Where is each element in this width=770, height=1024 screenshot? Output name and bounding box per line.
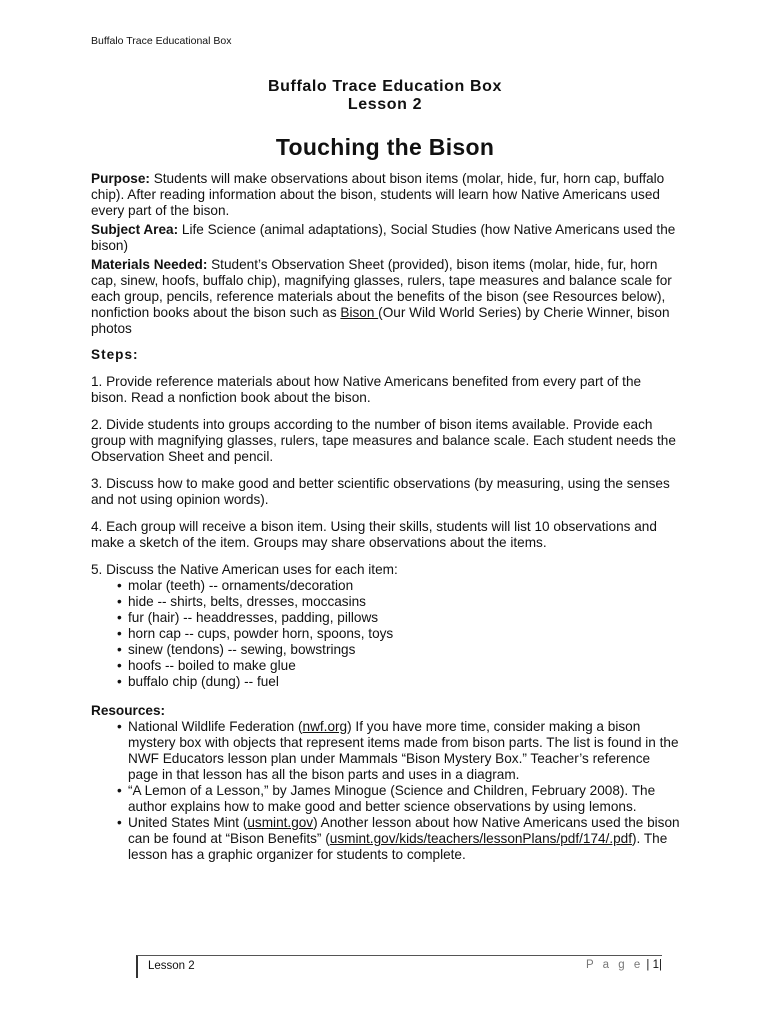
nwf-link[interactable]: nwf.org xyxy=(302,719,348,734)
usmint-pdf-link[interactable]: usmint.gov/kids/teachers/lessonPlans/pdf/174/.pdf xyxy=(329,831,633,846)
list-item: • hoofs -- boiled to make glue xyxy=(117,658,681,674)
list-item: • horn cap -- cups, powder horn, spoons, toys xyxy=(117,626,681,642)
subject-label: Subject Area: xyxy=(91,222,179,237)
step-3: 3. Discuss how to make good and better scientific observations (by measuring, using the senses and not using opinion words). xyxy=(91,476,670,507)
resource-item xyxy=(117,815,681,863)
resource-text: United States Mint ( xyxy=(128,815,248,830)
materials-text: Student’s Observation Sheet (provided), bison items (molar, hide, fur, horn cap, sinew, hoofs, buffalo chip), magnifying glasses, rulers, tape measures and balance scale for each group, pencils, reference materials about the benefits of the bison (see Resources below), nonfiction books about the bison such as xyxy=(91,257,672,320)
materials-text-end: (Our Wild World Series) by Cherie Winner, bison photos xyxy=(91,305,670,336)
subject-paragraph xyxy=(91,222,681,254)
purpose-text: Students will make observations about bison items (molar, hide, fur, horn cap, buffalo chip). After reading information about the bison, students will learn how Native Americans used every part of the bison. xyxy=(91,171,665,218)
resource-text: ). The lesson has a graphic organizer for students to complete. xyxy=(128,831,668,862)
purpose-paragraph xyxy=(91,171,681,219)
subject-text: Life Science (animal adaptations), Social Studies (how Native Americans used the bison) xyxy=(91,222,676,253)
page-number-value: | 1| xyxy=(643,959,662,971)
list-item: • fur (hair) -- headdresses, padding, pillows xyxy=(117,610,681,626)
resource-text: ) If you have more time, consider making a bison mystery box with objects that represent items made from bison parts. The list is found in the NWF Educators lesson plan under Mammals “Bison Mystery Box.” Teacher’s reference page in that lesson has all the bison parts and uses in a diagram. xyxy=(128,719,679,782)
resource-text: National Wildlife Federation ( xyxy=(128,719,303,734)
lesson-number: Lesson 2 xyxy=(347,96,423,113)
resources-list xyxy=(91,719,681,863)
materials-paragraph xyxy=(91,257,681,337)
resource-item: • “A Lemon of a Lesson,” by James Minogue (Science and Children, February 2008). The author explains how to make good and better science observations by using lemons. xyxy=(117,783,681,815)
title-block xyxy=(0,78,770,161)
book-link[interactable]: Bison xyxy=(340,305,379,320)
steps-heading: Steps: xyxy=(91,347,139,362)
list-item: • hide -- shirts, belts, dresses, moccasins xyxy=(117,594,681,610)
step-5: 5. Discuss the Native American uses for each item: xyxy=(91,562,398,577)
uses-list xyxy=(91,578,681,690)
page-title: Touching the Bison xyxy=(275,134,495,160)
list-item: • buffalo chip (dung) -- fuel xyxy=(117,674,681,690)
page-footer xyxy=(136,955,662,978)
box-title: Buffalo Trace Education Box xyxy=(267,78,502,95)
materials-label: Materials Needed: xyxy=(91,257,208,272)
footer-lesson: Lesson 2 xyxy=(148,960,195,972)
lesson-body xyxy=(91,171,681,863)
purpose-label: Purpose: xyxy=(91,171,150,186)
list-item: • molar (teeth) -- ornaments/decoration xyxy=(117,578,681,594)
step-1: 1. Provide reference materials about how Native Americans benefited from every part of the bison. Read a nonfiction book about the bison. xyxy=(91,374,642,405)
running-header: Buffalo Trace Educational Box xyxy=(91,35,232,47)
page-number xyxy=(586,959,662,971)
page-word: P a g e xyxy=(585,959,644,971)
usmint-link[interactable]: usmint.gov xyxy=(247,815,314,830)
step-4: 4. Each group will receive a bison item. Using their skills, students will list 10 observations and make a sketch of the item. Groups may share observations about the items. xyxy=(91,519,657,550)
step-2: 2. Divide students into groups according to the number of bison items available. Provide each group with magnifying glasses, rulers, tape measures and balance scale. Each student needs the Observation Sheet and pencil. xyxy=(91,417,676,464)
resources-heading: Resources: xyxy=(91,703,166,718)
resource-item xyxy=(117,719,681,783)
resource-text: ) Another lesson about how Native Americans used the bison can be found at “Bison Benefits” ( xyxy=(128,815,680,846)
list-item: • sinew (tendons) -- sewing, bowstrings xyxy=(117,642,681,658)
